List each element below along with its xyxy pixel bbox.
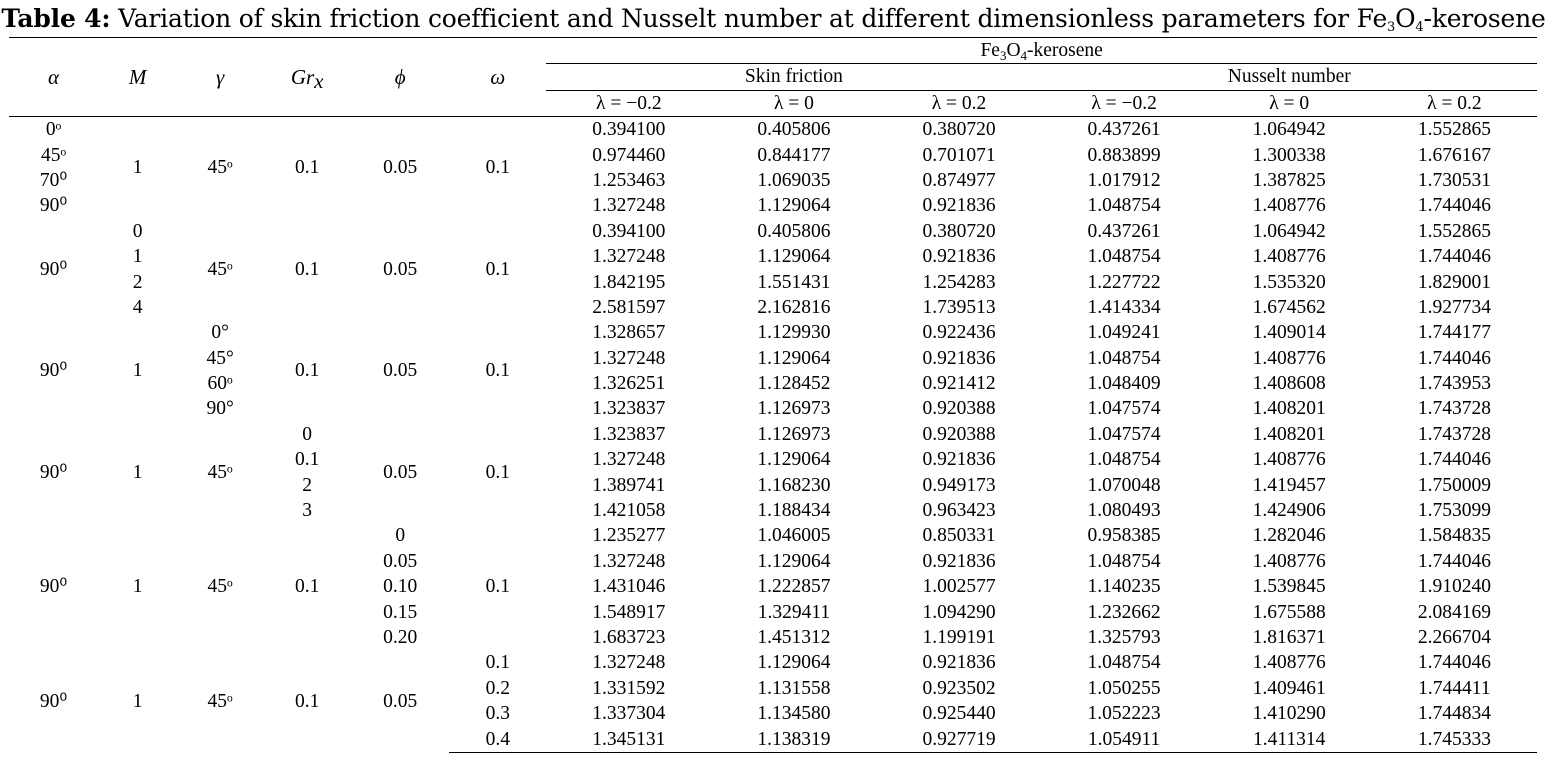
- header-nusselt: Nusselt number: [1042, 64, 1537, 91]
- skin-friction-value: 1.337304: [592, 703, 666, 725]
- param-gr-fixed: 0.1: [294, 690, 320, 712]
- param-omega-value: 0.2: [485, 677, 510, 699]
- skin-friction-value: 1.331592: [592, 677, 666, 699]
- nusselt-value: 1.745333: [1372, 726, 1537, 752]
- nusselt-value: 1.408776: [1252, 449, 1326, 471]
- skin-friction-value: 1.327248: [592, 652, 666, 674]
- skin-friction-value: 1.235277: [592, 525, 666, 547]
- nusselt-value: 1.050255: [1087, 677, 1161, 699]
- param-gamma-fixed: 45ᵒ: [207, 461, 233, 483]
- skin-friction-value: 1.131558: [757, 677, 831, 699]
- nusselt-value: 1.584835: [1417, 525, 1491, 547]
- skin-friction-value: 2.162816: [757, 296, 831, 318]
- param-alpha-value: 45ᵒ: [40, 144, 67, 166]
- skin-friction-value: 0.927719: [876, 726, 1041, 752]
- nusselt-value: 1.744834: [1417, 703, 1491, 725]
- table-row: [9, 422, 1537, 447]
- skin-friction-value: 1.254283: [922, 271, 996, 293]
- nusselt-value: 1.744411: [1418, 677, 1491, 699]
- param-omega-fixed: 0.1: [485, 576, 510, 598]
- table-row: [9, 219, 1537, 244]
- nusselt-value: 1.049241: [1087, 322, 1161, 344]
- skin-friction-value: 0.921836: [922, 195, 996, 217]
- skin-friction-value: 1.431046: [592, 576, 666, 598]
- param-gamma-fixed: 45ᵒ: [207, 258, 233, 280]
- param-phi-fixed: 0.05: [383, 461, 418, 483]
- skin-friction-value: 1.129064: [757, 550, 831, 572]
- skin-friction-value: 1.421058: [592, 500, 666, 522]
- skin-friction-value: 1.094290: [922, 601, 996, 623]
- nusselt-value: 2.266704: [1417, 627, 1491, 648]
- header-m: M: [98, 38, 177, 117]
- nusselt-value: 1.414334: [1087, 296, 1161, 318]
- results-table: [9, 37, 1537, 753]
- param-phi-value: 0.05: [383, 550, 418, 572]
- param-m-fixed: 1: [132, 690, 143, 712]
- param-gr-value: 0: [302, 423, 313, 445]
- nusselt-value: 0.958385: [1087, 525, 1161, 547]
- nusselt-value: 1.232662: [1087, 601, 1161, 623]
- param-gamma-value: 90°: [206, 398, 234, 420]
- skin-friction-value: 1.129930: [757, 322, 831, 344]
- skin-friction-value: 1.323837: [592, 423, 666, 445]
- param-phi-fixed: 0.05: [383, 157, 418, 179]
- nusselt-value: 1.047574: [1087, 398, 1161, 420]
- skin-friction-value: 0.380720: [922, 220, 996, 242]
- skin-friction-value: 0.921836: [922, 550, 996, 572]
- nusselt-value: 1.411314: [1207, 726, 1372, 752]
- skin-friction-value: 1.138319: [711, 726, 876, 752]
- header-fluid: $Fe_3O_4$-kerosene: [546, 38, 1537, 64]
- nusselt-value: 1.408201: [1252, 423, 1326, 445]
- nusselt-value: 1.064942: [1252, 220, 1326, 242]
- nusselt-value: 1.743728: [1417, 423, 1491, 445]
- table-row: [9, 320, 1537, 345]
- table-row: [9, 117, 1537, 143]
- header-omega: ω: [449, 38, 546, 117]
- skin-friction-value: 1.326251: [592, 373, 666, 395]
- header-alpha: α: [9, 38, 98, 117]
- param-gr-fixed: 0.1: [294, 157, 320, 179]
- skin-friction-value: 0.405806: [757, 119, 831, 141]
- header-gamma: γ: [177, 38, 263, 117]
- nusselt-value: 1.054911: [1042, 726, 1207, 752]
- skin-friction-value: 1.069035: [757, 169, 831, 191]
- param-m-fixed: 1: [132, 157, 143, 179]
- skin-friction-value: 0.921836: [922, 652, 996, 674]
- nusselt-value: 1.048754: [1087, 347, 1161, 369]
- param-gr-fixed: 0.1: [294, 258, 320, 280]
- param-m-fixed: 1: [132, 360, 143, 382]
- param-m-value: 0: [132, 220, 143, 242]
- header-lambda: λ = 0.2: [1372, 91, 1537, 117]
- nusselt-value: 0.883899: [1087, 144, 1161, 166]
- nusselt-value: 1.408776: [1252, 347, 1326, 369]
- skin-friction-value: 0.920388: [922, 423, 996, 445]
- param-phi-fixed: 0.05: [383, 360, 418, 382]
- param-m-fixed: 1: [132, 576, 143, 598]
- skin-friction-value: 1.323837: [592, 398, 666, 420]
- nusselt-value: 1.408776: [1252, 195, 1326, 217]
- nusselt-value: 1.744046: [1417, 347, 1491, 369]
- nusselt-value: 1.048409: [1087, 373, 1161, 395]
- param-phi-value: 0.20: [383, 627, 418, 648]
- skin-friction-value: 0.925440: [922, 703, 996, 725]
- skin-friction-value: 0.963423: [922, 500, 996, 522]
- param-omega-fixed: 0.1: [485, 157, 510, 179]
- nusselt-value: 1.539845: [1252, 576, 1326, 598]
- nusselt-value: 1.674562: [1252, 296, 1326, 318]
- skin-friction-value: 1.327248: [592, 246, 666, 268]
- skin-friction-value: 0.874977: [922, 169, 996, 191]
- nusselt-value: 1.410290: [1252, 703, 1326, 725]
- caption-label: Table 4:: [1, 4, 111, 33]
- nusselt-value: 1.744046: [1417, 449, 1491, 471]
- param-omega-fixed: 0.1: [485, 461, 510, 483]
- param-gr-value: 2: [302, 474, 313, 496]
- header-phi: ϕ: [351, 38, 449, 117]
- skin-friction-value: 1.128452: [757, 373, 831, 395]
- table-body: [9, 117, 1537, 753]
- nusselt-value: 1.409014: [1252, 322, 1326, 344]
- nusselt-value: 0.437261: [1087, 119, 1161, 141]
- nusselt-value: 1.743953: [1417, 373, 1491, 395]
- nusselt-value: 1.676167: [1417, 144, 1491, 166]
- header-lambda: λ = 0: [711, 91, 876, 117]
- nusselt-value: 1.300338: [1252, 144, 1326, 166]
- nusselt-value: 1.070048: [1087, 474, 1161, 496]
- skin-friction-value: 0.921836: [922, 449, 996, 471]
- skin-friction-value: 1.129064: [757, 347, 831, 369]
- param-alpha-value: 70⁰: [39, 169, 68, 191]
- skin-friction-value: 1.451312: [757, 627, 831, 648]
- nusselt-value: 1.753099: [1417, 500, 1491, 522]
- nusselt-value: 0.437261: [1087, 220, 1161, 242]
- header-lambda: λ = 0: [1207, 91, 1372, 117]
- nusselt-value: 1.408776: [1252, 652, 1326, 674]
- nusselt-value: 1.408776: [1252, 550, 1326, 572]
- param-gr-value: 0.1: [294, 449, 320, 471]
- nusselt-value: 1.750009: [1417, 474, 1491, 496]
- skin-friction-value: 1.739513: [922, 296, 996, 318]
- param-alpha-fixed: 90⁰: [39, 461, 68, 483]
- param-gamma-value: 60ᵒ: [207, 373, 233, 395]
- nusselt-value: 1.387825: [1252, 169, 1326, 191]
- skin-friction-value: 0.923502: [922, 677, 996, 699]
- nusselt-value: 1.409461: [1252, 677, 1326, 699]
- table-header: [9, 38, 1537, 117]
- header-lambda: λ = 0.2: [876, 91, 1041, 117]
- nusselt-value: 1.408776: [1252, 246, 1326, 268]
- table-caption: Table 4: Variation of skin friction coefficient and Nusselt number at different dimensionless parameters for $Fe_3O_4$-kerosene: [1, 4, 1546, 35]
- nusselt-value: 1.408608: [1252, 373, 1326, 395]
- nusselt-value: 2.084169: [1417, 601, 1491, 623]
- param-alpha-fixed: 90⁰: [39, 576, 68, 598]
- param-gamma-fixed: 45ᵒ: [207, 157, 233, 179]
- skin-friction-value: 0.701071: [922, 144, 996, 166]
- skin-friction-value: 1.551431: [757, 271, 831, 293]
- skin-friction-value: 1.126973: [757, 398, 831, 420]
- skin-friction-value: 0.394100: [592, 220, 666, 242]
- nusselt-value: 1.080493: [1087, 500, 1161, 522]
- nusselt-value: 1.675588: [1252, 601, 1326, 623]
- table-row: [9, 650, 1537, 675]
- table-row: [9, 523, 1537, 548]
- table-row: [9, 346, 1537, 371]
- nusselt-value: 1.047574: [1087, 423, 1161, 445]
- skin-friction-value: 1.129064: [757, 449, 831, 471]
- nusselt-value: 1.424906: [1252, 500, 1326, 522]
- nusselt-value: 1.829001: [1417, 271, 1491, 293]
- nusselt-value: 1.910240: [1417, 576, 1491, 598]
- param-alpha-fixed: 90⁰: [39, 360, 68, 382]
- nusselt-value: 1.408201: [1252, 398, 1326, 420]
- skin-friction-value: 0.974460: [592, 144, 666, 166]
- param-m-value: 1: [132, 246, 143, 268]
- nusselt-value: 1.744046: [1417, 195, 1491, 217]
- skin-friction-value: 0.949173: [922, 474, 996, 496]
- skin-friction-value: 1.126973: [757, 423, 831, 445]
- skin-friction-value: 1.327248: [592, 195, 666, 217]
- skin-friction-value: 1.683723: [592, 627, 666, 648]
- skin-friction-value: 1.327248: [592, 449, 666, 471]
- skin-friction-value: 1.345131: [546, 726, 711, 752]
- skin-friction-value: 0.921836: [922, 347, 996, 369]
- nusselt-value: 1.816371: [1252, 627, 1326, 648]
- nusselt-value: 1.927734: [1417, 296, 1491, 318]
- skin-friction-value: 1.134580: [757, 703, 831, 725]
- nusselt-value: 1.048754: [1087, 246, 1161, 268]
- nusselt-value: 1.048754: [1087, 550, 1161, 572]
- table-row: [9, 396, 1537, 421]
- header-grx: $Gr_x$: [263, 38, 351, 117]
- param-omega-value: 0.3: [485, 703, 510, 725]
- skin-friction-value: 1.548917: [592, 601, 666, 623]
- skin-friction-value: 1.327248: [592, 347, 666, 369]
- skin-friction-value: 0.850331: [922, 525, 996, 547]
- skin-friction-value: 1.168230: [757, 474, 831, 496]
- nusselt-value: 1.743728: [1417, 398, 1491, 420]
- nusselt-value: 1.744046: [1417, 550, 1491, 572]
- skin-friction-value: 0.922436: [922, 322, 996, 344]
- param-phi-value: 0: [395, 525, 406, 547]
- nusselt-value: 1.552865: [1417, 220, 1491, 242]
- nusselt-value: 1.744046: [1417, 652, 1491, 674]
- nusselt-value: 1.325793: [1087, 627, 1161, 648]
- param-m-value: 2: [132, 271, 143, 293]
- param-m-fixed: 1: [132, 461, 143, 483]
- skin-friction-value: 1.253463: [592, 169, 666, 191]
- skin-friction-value: 0.920388: [922, 398, 996, 420]
- param-omega-value: 0.4: [449, 726, 546, 752]
- skin-friction-value: 1.129064: [757, 195, 831, 217]
- skin-friction-value: 0.921412: [922, 373, 996, 395]
- skin-friction-value: 1.129064: [757, 652, 831, 674]
- nusselt-value: 1.730531: [1417, 169, 1491, 191]
- nusselt-value: 1.227722: [1087, 271, 1161, 293]
- param-alpha-fixed: 90⁰: [39, 690, 68, 712]
- skin-friction-value: 1.002577: [922, 576, 996, 598]
- skin-friction-value: 1.842195: [592, 271, 666, 293]
- nusselt-value: 1.140235: [1087, 576, 1161, 598]
- header-lambda: λ = −0.2: [546, 91, 711, 117]
- nusselt-value: 1.017912: [1087, 169, 1161, 191]
- param-phi-fixed: 0.05: [383, 258, 418, 280]
- nusselt-value: 1.048754: [1087, 195, 1161, 217]
- param-gamma-fixed: 45ᵒ: [207, 690, 233, 712]
- skin-friction-value: 0.921836: [922, 246, 996, 268]
- param-gr-fixed: 0.1: [294, 576, 320, 598]
- skin-friction-value: 0.380720: [922, 119, 996, 141]
- param-phi-value: 0.10: [383, 576, 418, 598]
- param-phi-value: 0.15: [383, 601, 418, 623]
- skin-friction-value: 1.328657: [592, 322, 666, 344]
- param-phi-fixed: 0.05: [383, 690, 418, 712]
- param-m-value: 4: [132, 296, 143, 318]
- nusselt-value: 1.048754: [1087, 449, 1161, 471]
- param-alpha-value: 90⁰: [39, 195, 68, 217]
- nusselt-value: 1.064942: [1252, 119, 1326, 141]
- param-omega-value: 0.1: [485, 652, 510, 674]
- param-omega-fixed: 0.1: [485, 258, 510, 280]
- skin-friction-value: 1.329411: [757, 601, 831, 623]
- header-lambda: λ = −0.2: [1042, 91, 1207, 117]
- nusselt-value: 1.744046: [1417, 246, 1491, 268]
- param-alpha-fixed: 90⁰: [39, 258, 68, 280]
- nusselt-value: 1.552865: [1417, 119, 1491, 141]
- skin-friction-value: 0.394100: [592, 119, 666, 141]
- skin-friction-value: 1.327248: [592, 550, 666, 572]
- param-gr-fixed: 0.1: [294, 360, 320, 382]
- nusselt-value: 1.282046: [1252, 525, 1326, 547]
- skin-friction-value: 0.405806: [757, 220, 831, 242]
- param-gr-value: 3: [302, 500, 313, 522]
- param-gamma-value: 0°: [211, 322, 229, 344]
- nusselt-value: 1.419457: [1252, 474, 1326, 496]
- skin-friction-value: 2.581597: [592, 296, 666, 318]
- nusselt-value: 1.744177: [1417, 322, 1491, 344]
- skin-friction-value: 1.046005: [757, 525, 831, 547]
- table-row: [9, 371, 1537, 396]
- nusselt-value: 1.535320: [1252, 271, 1326, 293]
- skin-friction-value: 1.188434: [757, 500, 831, 522]
- header-skin-friction: Skin friction: [546, 64, 1041, 91]
- param-omega-fixed: 0.1: [485, 360, 510, 382]
- caption-text: Variation of skin friction coefficient and Nusselt number at different dimensionless parameters for Fe: [110, 4, 1388, 33]
- skin-friction-value: 1.389741: [592, 474, 666, 496]
- nusselt-value: 1.052223: [1087, 703, 1161, 725]
- skin-friction-value: 1.129064: [757, 246, 831, 268]
- skin-friction-value: 0.844177: [757, 144, 831, 166]
- skin-friction-value: 1.222857: [757, 576, 831, 598]
- param-gamma-fixed: 45ᵒ: [207, 576, 233, 598]
- param-gamma-value: 45°: [206, 347, 234, 369]
- nusselt-value: 1.048754: [1087, 652, 1161, 674]
- param-alpha-value: 0ᵒ: [45, 119, 62, 141]
- skin-friction-value: 1.199191: [922, 627, 996, 648]
